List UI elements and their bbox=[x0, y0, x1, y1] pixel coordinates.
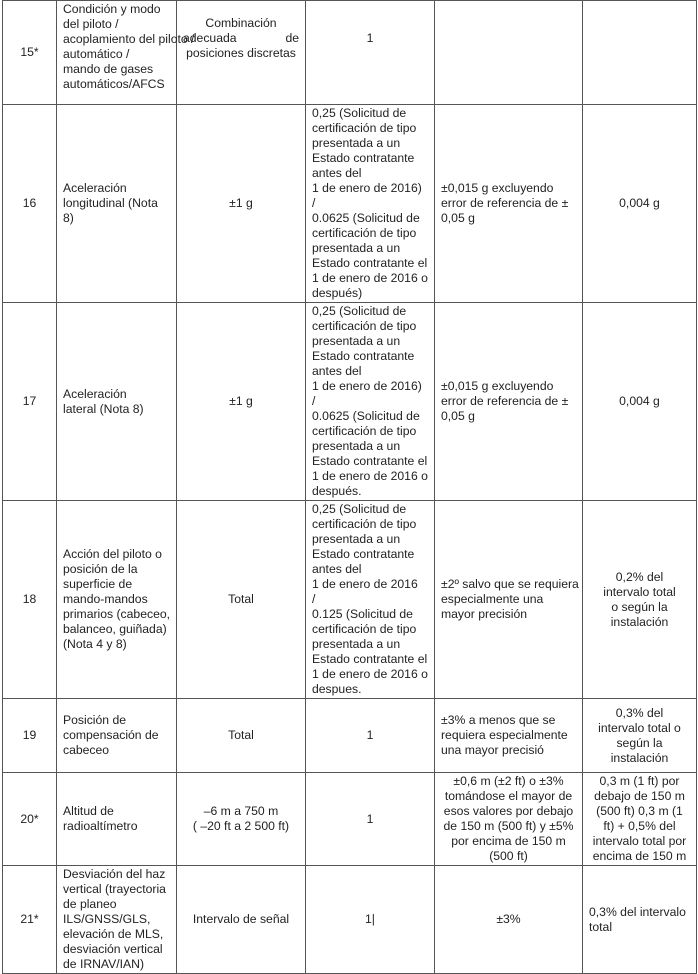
sampling-interval: 0,25 (Solicitud de certificación de tipo presentada a un Estado contratante antes del 1 de enero de 2016) / 0.0625 (Solicitud de certificación de tipo presentada a un Estado contratante el 1 de enero de 2016 o después. bbox=[306, 303, 435, 501]
row-number: 17 bbox=[3, 303, 57, 501]
parameter-table bbox=[2, 0, 697, 974]
accuracy-limits: ±0,015 g excluyendo error de referencia de ± 0,05 g bbox=[435, 303, 583, 501]
resolution: 0,3 m (1 ft) por debajo de 150 m (500 ft) 0,3 m (1 ft) + 0,5% del intervalo total por encima de 150 m bbox=[583, 773, 697, 866]
measurement-range: ±1 g bbox=[177, 303, 306, 501]
sampling-interval: 1| bbox=[306, 866, 435, 974]
accuracy-limits: ±3% bbox=[435, 866, 583, 974]
row-number: 21* bbox=[3, 866, 57, 974]
table-row bbox=[3, 1, 697, 105]
measurement-range: Combinación adecuada de posiciones discretas bbox=[177, 1, 306, 105]
measurement-range: Total bbox=[177, 699, 306, 773]
measurement-range: ±1 g bbox=[177, 105, 306, 303]
resolution: 0,3% del intervalo total o según la instalación bbox=[583, 699, 697, 773]
sampling-interval: 1 bbox=[306, 699, 435, 773]
measurement-range: –6 m a 750 m ( –20 ft a 2 500 ft) bbox=[177, 773, 306, 866]
parameter-name: Aceleración longitudinal (Nota 8) bbox=[57, 105, 177, 303]
row-number: 15* bbox=[3, 1, 57, 105]
sampling-interval: 1 bbox=[306, 1, 435, 105]
parameter-name: Altitud de radioaltímetro bbox=[57, 773, 177, 866]
parameter-name: Posición de compensación de cabeceo bbox=[57, 699, 177, 773]
table-row bbox=[3, 303, 697, 501]
resolution: 0,3% del intervalo total bbox=[583, 866, 697, 974]
sampling-interval: 1 bbox=[306, 773, 435, 866]
row-number: 16 bbox=[3, 105, 57, 303]
resolution: 0,004 g bbox=[583, 303, 697, 501]
row-number: 18 bbox=[3, 501, 57, 699]
table-row bbox=[3, 699, 697, 773]
resolution: 0,004 g bbox=[583, 105, 697, 303]
resolution: 0,2% del intervalo total o según la instalación bbox=[583, 501, 697, 699]
accuracy-limits: ±0,015 g excluyendo error de referencia de ± 0,05 g bbox=[435, 105, 583, 303]
table-row bbox=[3, 105, 697, 303]
row-number: 19 bbox=[3, 699, 57, 773]
table-row bbox=[3, 773, 697, 866]
table-row bbox=[3, 866, 697, 974]
sampling-interval: 0,25 (Solicitud de certificación de tipo presentada a un Estado contratante antes del 1 de enero de 2016) / 0.0625 (Solicitud de certificación de tipo presentada a un Estado contratante el 1 de enero de 2016 o después) bbox=[306, 105, 435, 303]
parameter-name: Acción del piloto o posición de la superficie de mando-mandos primarios (cabeceo, balanceo, guiñada) (Nota 4 y 8) bbox=[57, 501, 177, 699]
accuracy-limits bbox=[435, 1, 583, 105]
measurement-range: Total bbox=[177, 501, 306, 699]
resolution bbox=[583, 1, 697, 105]
parameter-name: Aceleración lateral (Nota 8) bbox=[57, 303, 177, 501]
accuracy-limits: ±2º salvo que se requiera especialmente una mayor precisión bbox=[435, 501, 583, 699]
accuracy-limits: ±3% a menos que se requiera especialmente una mayor precisió bbox=[435, 699, 583, 773]
parameter-name: Desviación del haz vertical (trayectoria de planeo ILS/GNSS/GLS, elevación de MLS, desviación vertical de IRNAV/IAN) bbox=[57, 866, 177, 974]
measurement-range: Intervalo de señal bbox=[177, 866, 306, 974]
sampling-interval: 0,25 (Solicitud de certificación de tipo presentada a un Estado contratante antes del 1 de enero de 2016 / 0.125 (Solicitud de certificación de tipo presentada a un Estado contratante el 1 de enero de 2016 o despues. bbox=[306, 501, 435, 699]
row-number: 20* bbox=[3, 773, 57, 866]
parameter-name: Condición y modo del piloto / acoplamiento del piloto / automático / mando de gases automáticos/AFCS bbox=[57, 1, 177, 105]
table-row bbox=[3, 501, 697, 699]
accuracy-limits: ±0,6 m (±2 ft) o ±3% tomándose el mayor de esos valores por debajo de 150 m (500 ft) y ±5% por encima de 150 m (500 ft) bbox=[435, 773, 583, 866]
